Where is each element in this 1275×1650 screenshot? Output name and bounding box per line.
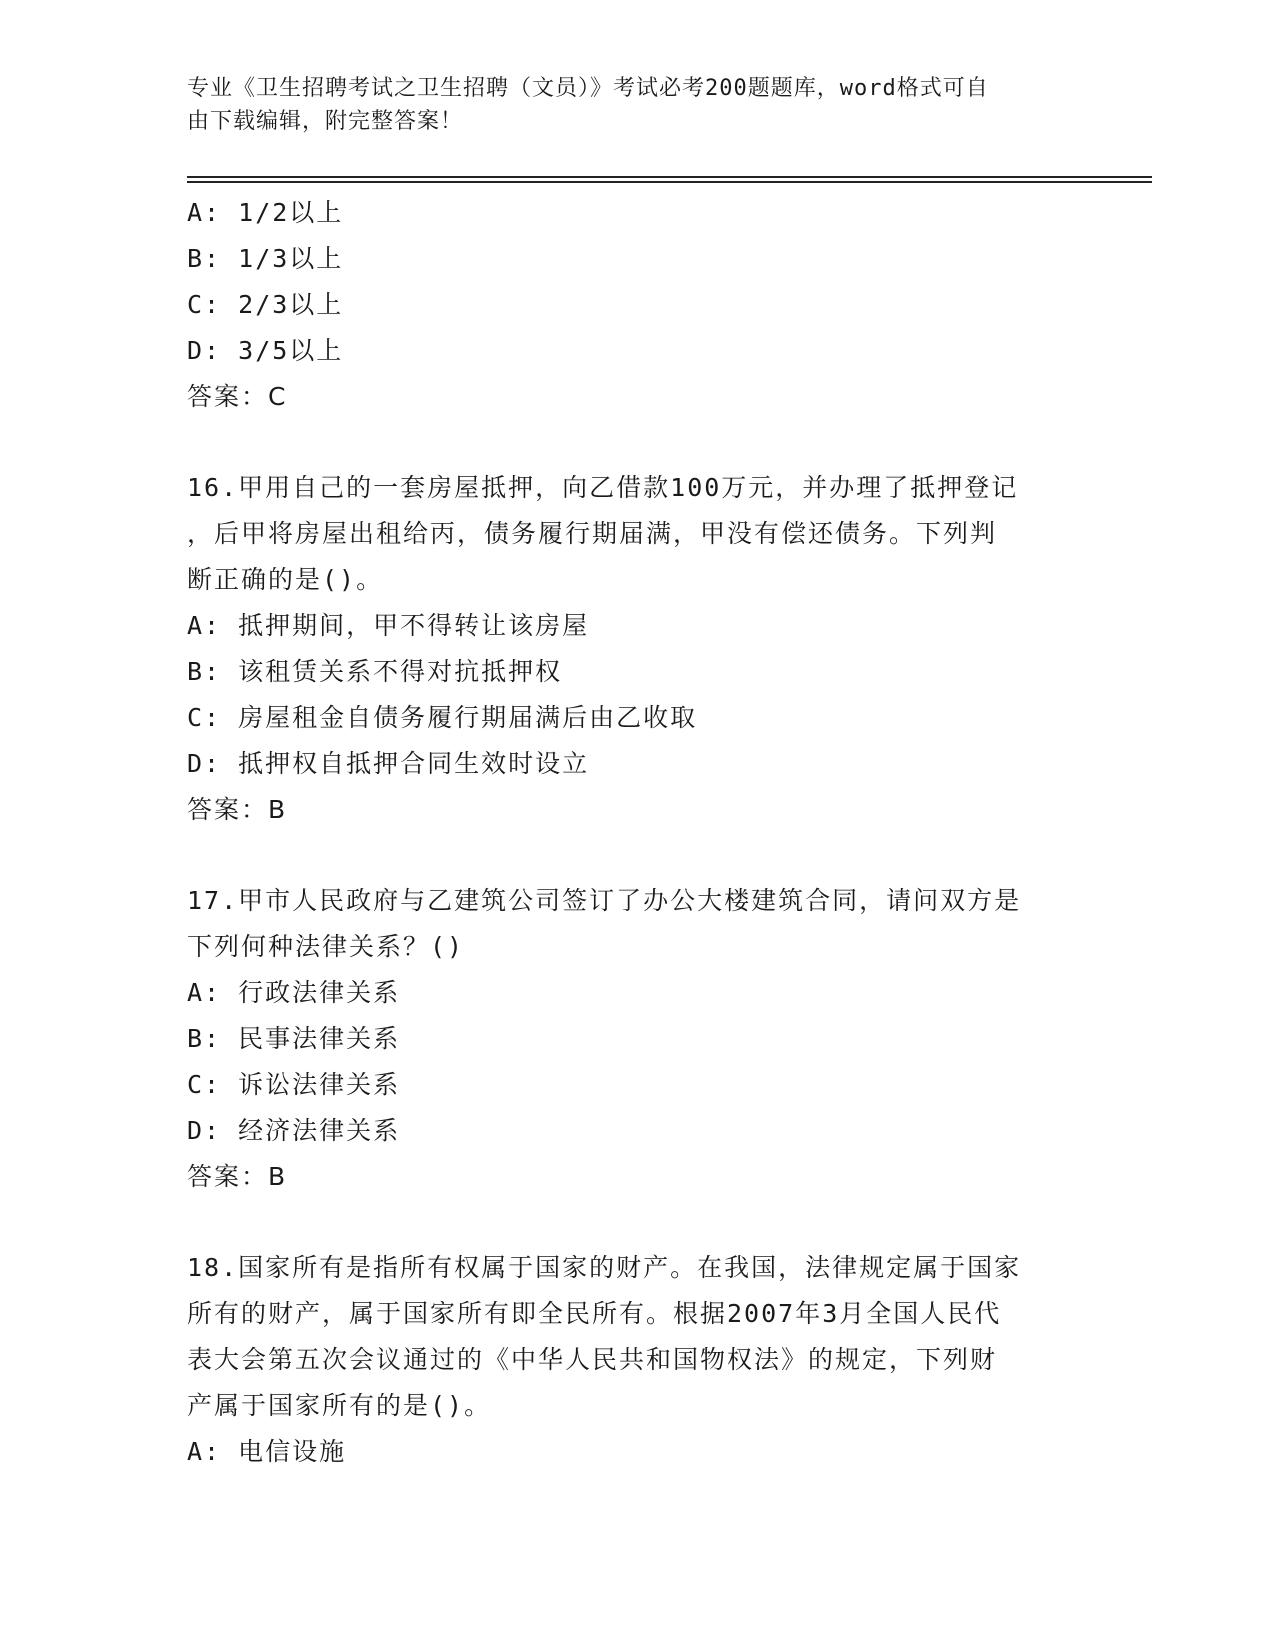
document-header	[187, 72, 1087, 138]
option-b: B: 1/3以上	[187, 244, 344, 273]
question-15-block	[187, 190, 1087, 420]
option-a: A: 电信设施	[187, 1437, 347, 1466]
option-a: A: 行政法律关系	[187, 978, 401, 1007]
question-spacer	[187, 420, 1087, 465]
option-c: C: 2/3以上	[187, 290, 344, 319]
question-18-block	[187, 1245, 1087, 1475]
option-d: D: 抵押权自抵押合同生效时设立	[187, 749, 590, 778]
option-a: A: 抵押期间，甲不得转让该房屋	[187, 611, 590, 640]
header-divider-bottom	[187, 181, 1152, 183]
question-text-line: 17.甲市人民政府与乙建筑公司签订了办公大楼建筑合同，请问双方是	[187, 886, 1022, 915]
question-text-line: 断正确的是()。	[187, 565, 384, 594]
question-text-line: 18.国家所有是指所有权属于国家的财产。在我国，法律规定属于国家	[187, 1253, 1022, 1282]
option-d: D: 经济法律关系	[187, 1116, 401, 1145]
question-text-line: 下列何种法律关系？()	[187, 932, 465, 961]
header-line-1: 专业《卫生招聘考试之卫生招聘（文员）》考试必考200题题库，word格式可自	[187, 76, 989, 101]
question-text-line: 产属于国家所有的是()。	[187, 1391, 492, 1420]
question-text-line: 所有的财产，属于国家所有即全民所有。根据2007年3月全国人民代	[187, 1299, 1002, 1328]
header-divider-top	[187, 176, 1152, 178]
answer-label: 答案：B	[187, 795, 288, 824]
question-list	[187, 190, 1087, 1475]
option-c: C: 房屋租金自债务履行期届满后由乙收取	[187, 703, 698, 732]
answer-label: 答案：B	[187, 1162, 288, 1191]
question-spacer	[187, 1200, 1087, 1245]
option-b: B: 民事法律关系	[187, 1024, 401, 1053]
question-spacer	[187, 833, 1087, 878]
question-text-line: 16.甲用自己的一套房屋抵押，向乙借款100万元，并办理了抵押登记	[187, 473, 1019, 502]
option-b: B: 该租赁关系不得对抗抵押权	[187, 657, 563, 686]
question-text-line: ，后甲将房屋出租给丙，债务履行期届满，甲没有偿还债务。下列判	[187, 519, 998, 548]
option-d: D: 3/5以上	[187, 336, 344, 365]
header-line-2: 由下载编辑，附完整答案！	[187, 109, 464, 134]
question-17-block	[187, 878, 1087, 1200]
question-16-block	[187, 465, 1087, 833]
option-a: A: 1/2以上	[187, 198, 344, 227]
answer-label: 答案：C	[187, 382, 288, 411]
question-text-line: 表大会第五次会议通过的《中华人民共和国物权法》的规定，下列财	[187, 1345, 998, 1374]
option-c: C: 诉讼法律关系	[187, 1070, 401, 1099]
